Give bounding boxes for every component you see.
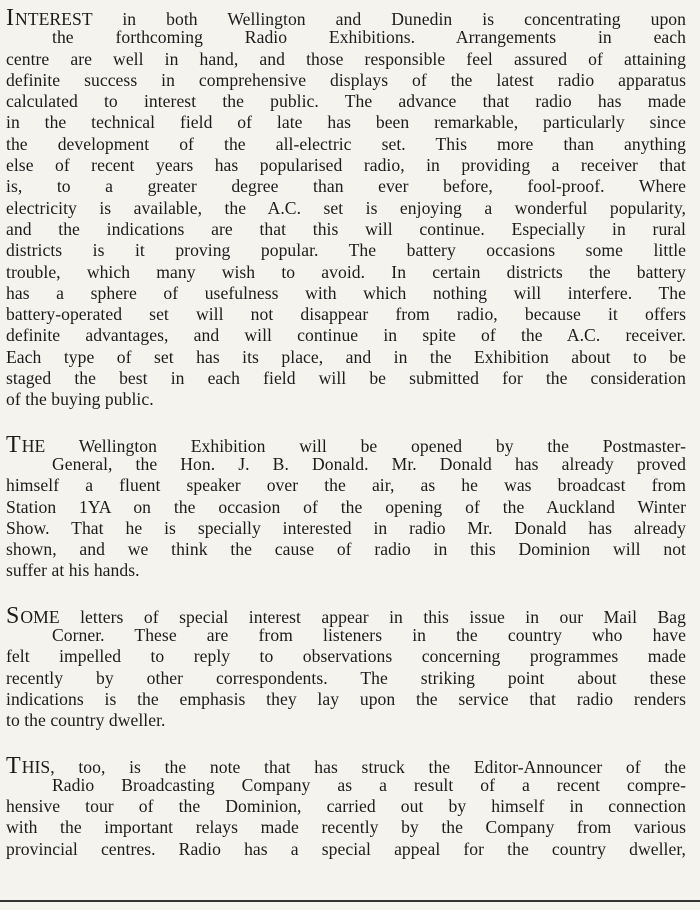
paragraph-line: suffer at his hands.: [6, 560, 140, 581]
paragraph-line: Radio Broadcasting Company as a result of a recent compre-: [52, 774, 686, 795]
paragraph-line: [6, 5, 686, 31]
paragraph-line: districts is it proving popular. The battery occasions some little: [6, 240, 686, 261]
paragraph-editor-tour: [6, 754, 686, 860]
paragraph-line: Show. That he is specially interested in radio Mr. Donald has already: [6, 517, 686, 538]
paragraph-line: recently by other correspondents. The striking point about these: [6, 667, 686, 688]
paragraph-line: [6, 431, 686, 458]
paragraph-line: is, to a greater degree than ever before, fool-proof. Where: [6, 176, 686, 197]
paragraph-line: trouble, which many wish to avoid. In certain districts the battery: [6, 261, 686, 282]
paragraph-line: himself a fluent speaker over the air, as he was broadcast from: [6, 475, 686, 496]
paragraph-line: the development of the all-electric set. This more than anything: [6, 133, 686, 154]
paragraph-line: definite advantages, and will continue in spite of the A.C. receiver.: [6, 325, 686, 346]
paragraph-exhibitions: [6, 6, 686, 411]
paragraph-line: of the buying public.: [6, 389, 154, 410]
paragraph-line: staged the best in each field will be submitted for the consideration: [6, 368, 686, 389]
paragraph-line: calculated to interest the public. The advance that radio has made: [6, 91, 686, 112]
paragraph-line: indications is the emphasis they lay upon the service that radio renders: [6, 688, 686, 709]
paragraph-line: provincial centres. Radio has a special appeal for the country dweller,: [6, 838, 686, 859]
line-text: NTEREST in both Wellington and Dunedin is concentrating upon: [15, 9, 686, 29]
paragraph-line: [6, 752, 686, 779]
paragraph-line: Each type of set has its place, and in the Exhibition about to be: [6, 346, 686, 367]
paragraph-line: else of recent years has popularised radio, in providing a receiver that: [6, 155, 686, 176]
paragraph-wellington-opening: [6, 433, 686, 582]
paragraph-line: to the country dweller.: [6, 710, 166, 731]
drop-cap: I: [6, 5, 15, 31]
paragraph-line: in the technical field of late has been remarkable, particularly since: [6, 112, 686, 133]
bottom-rule: [0, 900, 700, 902]
paragraph-line: with the important relays made recently by the Company from various: [6, 817, 686, 838]
line-text: HIS, too, is the note that has struck the Editor-Announcer of the: [21, 756, 686, 777]
paragraph-line: Corner. These are from listeners in the country who have: [52, 625, 686, 646]
paragraph-line: battery-operated set will not disappear from radio, because it offers: [6, 304, 686, 325]
drop-cap: T: [6, 431, 21, 458]
line-text: OME letters of special interest appear in this issue in our Mail Bag: [20, 606, 686, 627]
line-text: HE Wellington Exhibition will be opened by the Postmaster-: [21, 435, 686, 456]
paragraph-line: Station 1YA on the occasion of the opening of the Auckland Winter: [6, 496, 686, 517]
paragraph-line: definite success in comprehensive displays of the latest radio apparatus: [6, 69, 686, 90]
drop-cap: S: [6, 602, 20, 629]
paragraph-line: electricity is available, the A.C. set is enjoying a wonderful popularity,: [6, 197, 686, 218]
paragraph-line: and the indications are that this will continue. Especially in rural: [6, 218, 686, 239]
paragraph-line: hensive tour of the Dominion, carried out by himself in connection: [6, 796, 686, 817]
paragraph-line: has a sphere of usefulness with which nothing will interfere. The: [6, 282, 686, 303]
paragraph-line: shown, and we think the cause of radio in this Dominion will not: [6, 539, 686, 560]
paragraph-line: [6, 602, 686, 629]
paragraph-line: centre are well in hand, and those responsible feel assured of attaining: [6, 48, 686, 69]
paragraph-mail-bag: [6, 604, 686, 732]
paragraph-line: General, the Hon. J. B. Donald. Mr. Donald has already proved: [52, 453, 686, 474]
paragraph-line: the forthcoming Radio Exhibitions. Arrangements in each: [52, 27, 686, 48]
drop-cap: T: [6, 752, 21, 779]
paragraph-line: felt impelled to reply to observations concerning programmes made: [6, 646, 686, 667]
